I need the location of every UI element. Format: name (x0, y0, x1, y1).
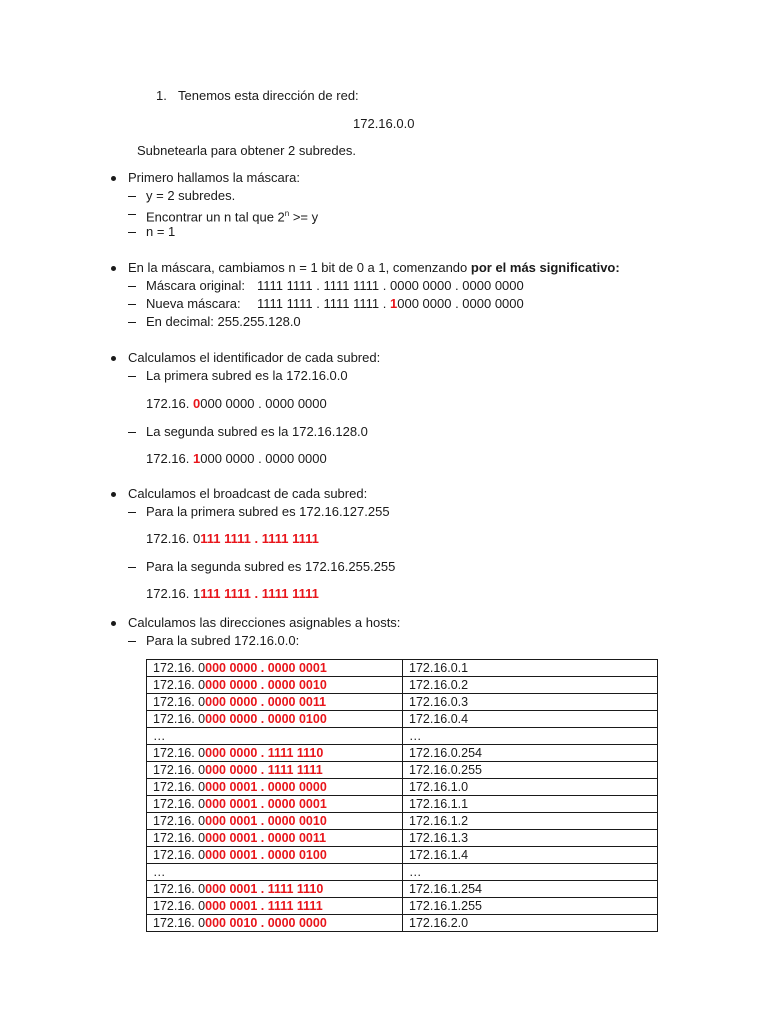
decimal-cell: 172.16.0.255 (403, 762, 658, 779)
binary-host-bits: 111 1111 . 1111 1111 (200, 586, 319, 601)
table-row (147, 728, 658, 745)
binary-pre: 172.16. 0 (153, 695, 206, 709)
new-mask-pre: 1111 1111 . 1111 1111 . (257, 296, 390, 311)
binary-pre: 172.16. 0 (153, 763, 206, 777)
binary-host-bits: 000 0001 . 0000 0001 (205, 797, 327, 811)
binary-host-bits: 000 0000 . 0000 0010 (205, 678, 327, 692)
table-row (147, 864, 658, 881)
binary-cell (147, 660, 403, 677)
binary-cell (147, 762, 403, 779)
decimal-cell: … (403, 864, 658, 881)
sec1-item-1: y = 2 subredes. (146, 188, 236, 203)
binary-cell (147, 881, 403, 898)
binary-pre: 172.16. 0 (153, 899, 206, 913)
sec1-item-2 (146, 206, 318, 225)
table-row (147, 796, 658, 813)
second-subnet-text: La segunda subred es la 172.16.128.0 (146, 424, 368, 439)
decimal-cell: 172.16.1.0 (403, 779, 658, 796)
dash-icon (128, 196, 136, 197)
sec2-title-bold: por el más significativo (470, 260, 616, 275)
binary-pre: 172.16. 0 (153, 882, 206, 896)
dash-icon (128, 322, 136, 323)
new-mask-changed-bit: 1 (390, 296, 398, 311)
binary-host-bits: 000 0001 . 0000 0100 (205, 848, 327, 862)
dash-icon (128, 232, 136, 233)
dash-icon (128, 567, 136, 568)
binary-host-bits: 111 1111 . 1111 1111 (200, 531, 319, 546)
binary-host-bits: 000 0001 . 0000 0000 (205, 780, 327, 794)
network-address: 172.16.0.0 (353, 116, 415, 131)
sec2-title-colon: : (615, 260, 620, 275)
binary-pre: 172.16. 0 (153, 797, 206, 811)
sec1-title: Primero hallamos la máscara: (128, 170, 300, 185)
binary-pre: 172.16. 0 (146, 531, 201, 546)
binary-cell (147, 711, 403, 728)
binary-cell (147, 830, 403, 847)
first-broadcast-text: Para la primera subred es 172.16.127.255 (146, 504, 390, 519)
decimal-cell: 172.16.1.3 (403, 830, 658, 847)
binary-host-bits: 000 0000 . 0000 0011 (205, 695, 327, 709)
binary-host-bits: 000 0001 . 1111 1111 (205, 899, 323, 913)
hosts-table (146, 659, 658, 932)
decimal-cell: 172.16.1.254 (403, 881, 658, 898)
table-row (147, 881, 658, 898)
decimal-cell: 172.16.0.4 (403, 711, 658, 728)
binary-host-bits: 000 0000 . 1111 1110 (205, 746, 324, 760)
table-row (147, 677, 658, 694)
binary-host-bits: 000 0000 . 0000 0100 (205, 712, 327, 726)
task-text: Subnetearla para obtener 2 subredes. (137, 143, 356, 158)
decimal-cell: 172.16.1.4 (403, 847, 658, 864)
binary-pre: … (153, 729, 166, 743)
second-subnet-binary (146, 451, 327, 467)
binary-subnet-bit: 1 (193, 451, 201, 466)
dash-icon (128, 376, 136, 377)
binary-pre: 172.16. 0 (153, 916, 206, 930)
binary-cell (147, 898, 403, 915)
table-row (147, 915, 658, 932)
bullet-icon (111, 266, 116, 271)
power-exponent: n (284, 209, 290, 218)
sec2-title-text: En la máscara, cambiamos n = 1 bit de 0 a 1, comenzando (128, 260, 471, 275)
binary-cell (147, 779, 403, 796)
new-mask-post: 000 0000 . 0000 0000 (397, 296, 524, 311)
mask-decimal: En decimal: 255.255.128.0 (146, 314, 301, 329)
orig-mask-label: Máscara original: (146, 278, 245, 293)
dash-icon (128, 641, 136, 642)
orig-mask-value: 1111 1111 . 1111 1111 . 0000 0000 . 0000 0000 (257, 278, 524, 293)
binary-cell (147, 796, 403, 813)
binary-pre: … (153, 865, 166, 879)
first-subnet-binary (146, 396, 327, 412)
decimal-cell: 172.16.2.0 (403, 915, 658, 932)
binary-cell (147, 694, 403, 711)
decimal-cell: 172.16.0.3 (403, 694, 658, 711)
binary-cell (147, 915, 403, 932)
table-row (147, 830, 658, 847)
binary-post: 000 0000 . 0000 0000 (200, 451, 327, 466)
binary-pre: 172.16. 0 (153, 678, 206, 692)
binary-cell (147, 677, 403, 694)
decimal-cell: 172.16.0.2 (403, 677, 658, 694)
binary-subnet-bit: 0 (193, 396, 201, 411)
binary-host-bits: 000 0000 . 1111 1111 (205, 763, 323, 777)
second-broadcast-binary (146, 586, 319, 602)
dash-icon (128, 286, 136, 287)
binary-pre: 172.16. (146, 396, 193, 411)
decimal-cell: 172.16.1.255 (403, 898, 658, 915)
binary-pre: 172.16. 0 (153, 661, 206, 675)
table-row (147, 847, 658, 864)
binary-cell (147, 847, 403, 864)
table-row (147, 694, 658, 711)
binary-cell (147, 728, 403, 745)
list-number: 1. (156, 88, 167, 103)
decimal-cell: 172.16.1.1 (403, 796, 658, 813)
table-row (147, 813, 658, 830)
first-broadcast-binary (146, 531, 319, 547)
table-row (147, 762, 658, 779)
binary-pre: 172.16. 1 (146, 586, 201, 601)
sec1-item-3: n = 1 (146, 224, 176, 239)
dash-icon (128, 214, 136, 215)
sec5-sub: Para la subred 172.16.0.0: (146, 633, 300, 648)
decimal-cell: … (403, 728, 658, 745)
dash-icon (128, 432, 136, 433)
second-broadcast-text: Para la segunda subred es 172.16.255.255 (146, 559, 396, 574)
binary-pre: 172.16. 0 (153, 848, 206, 862)
sec4-title: Calculamos el broadcast de cada subred: (128, 486, 368, 501)
binary-pre: 172.16. 0 (153, 780, 206, 794)
binary-host-bits: 000 0001 . 0000 0010 (205, 814, 327, 828)
sec2-title (128, 260, 620, 276)
table-row (147, 711, 658, 728)
binary-host-bits: 000 0000 . 0000 0001 (205, 661, 327, 675)
power-condition: >= y (289, 209, 319, 225)
table-row (147, 779, 658, 796)
power-base: Encontrar un n tal que 2 (146, 209, 285, 225)
binary-pre: 172.16. 0 (153, 712, 206, 726)
first-subnet-text: La primera subred es la 172.16.0.0 (146, 368, 348, 383)
bullet-icon (111, 356, 116, 361)
binary-cell (147, 864, 403, 881)
dash-icon (128, 512, 136, 513)
binary-cell (147, 745, 403, 762)
sec5-title: Calculamos las direcciones asignables a hosts: (128, 615, 401, 630)
binary-pre: 172.16. 0 (153, 831, 206, 845)
dash-icon (128, 304, 136, 305)
question-text: Tenemos esta dirección de red: (178, 88, 359, 103)
bullet-icon (111, 621, 116, 626)
binary-cell (147, 813, 403, 830)
new-mask-value (257, 296, 524, 312)
binary-host-bits: 000 0001 . 0000 0011 (205, 831, 327, 845)
binary-pre: 172.16. 0 (153, 746, 206, 760)
new-mask-label: Nueva máscara: (146, 296, 241, 311)
binary-pre: 172.16. (146, 451, 193, 466)
table-row (147, 745, 658, 762)
table-row (147, 898, 658, 915)
decimal-cell: 172.16.0.254 (403, 745, 658, 762)
binary-post: 000 0000 . 0000 0000 (200, 396, 327, 411)
bullet-icon (111, 492, 116, 497)
table-row (147, 660, 658, 677)
decimal-cell: 172.16.1.2 (403, 813, 658, 830)
decimal-cell: 172.16.0.1 (403, 660, 658, 677)
binary-host-bits: 000 0010 . 0000 0000 (205, 916, 327, 930)
binary-host-bits: 000 0001 . 1111 1110 (205, 882, 324, 896)
bullet-icon (111, 176, 116, 181)
binary-pre: 172.16. 0 (153, 814, 206, 828)
sec3-title: Calculamos el identificador de cada subred: (128, 350, 381, 365)
